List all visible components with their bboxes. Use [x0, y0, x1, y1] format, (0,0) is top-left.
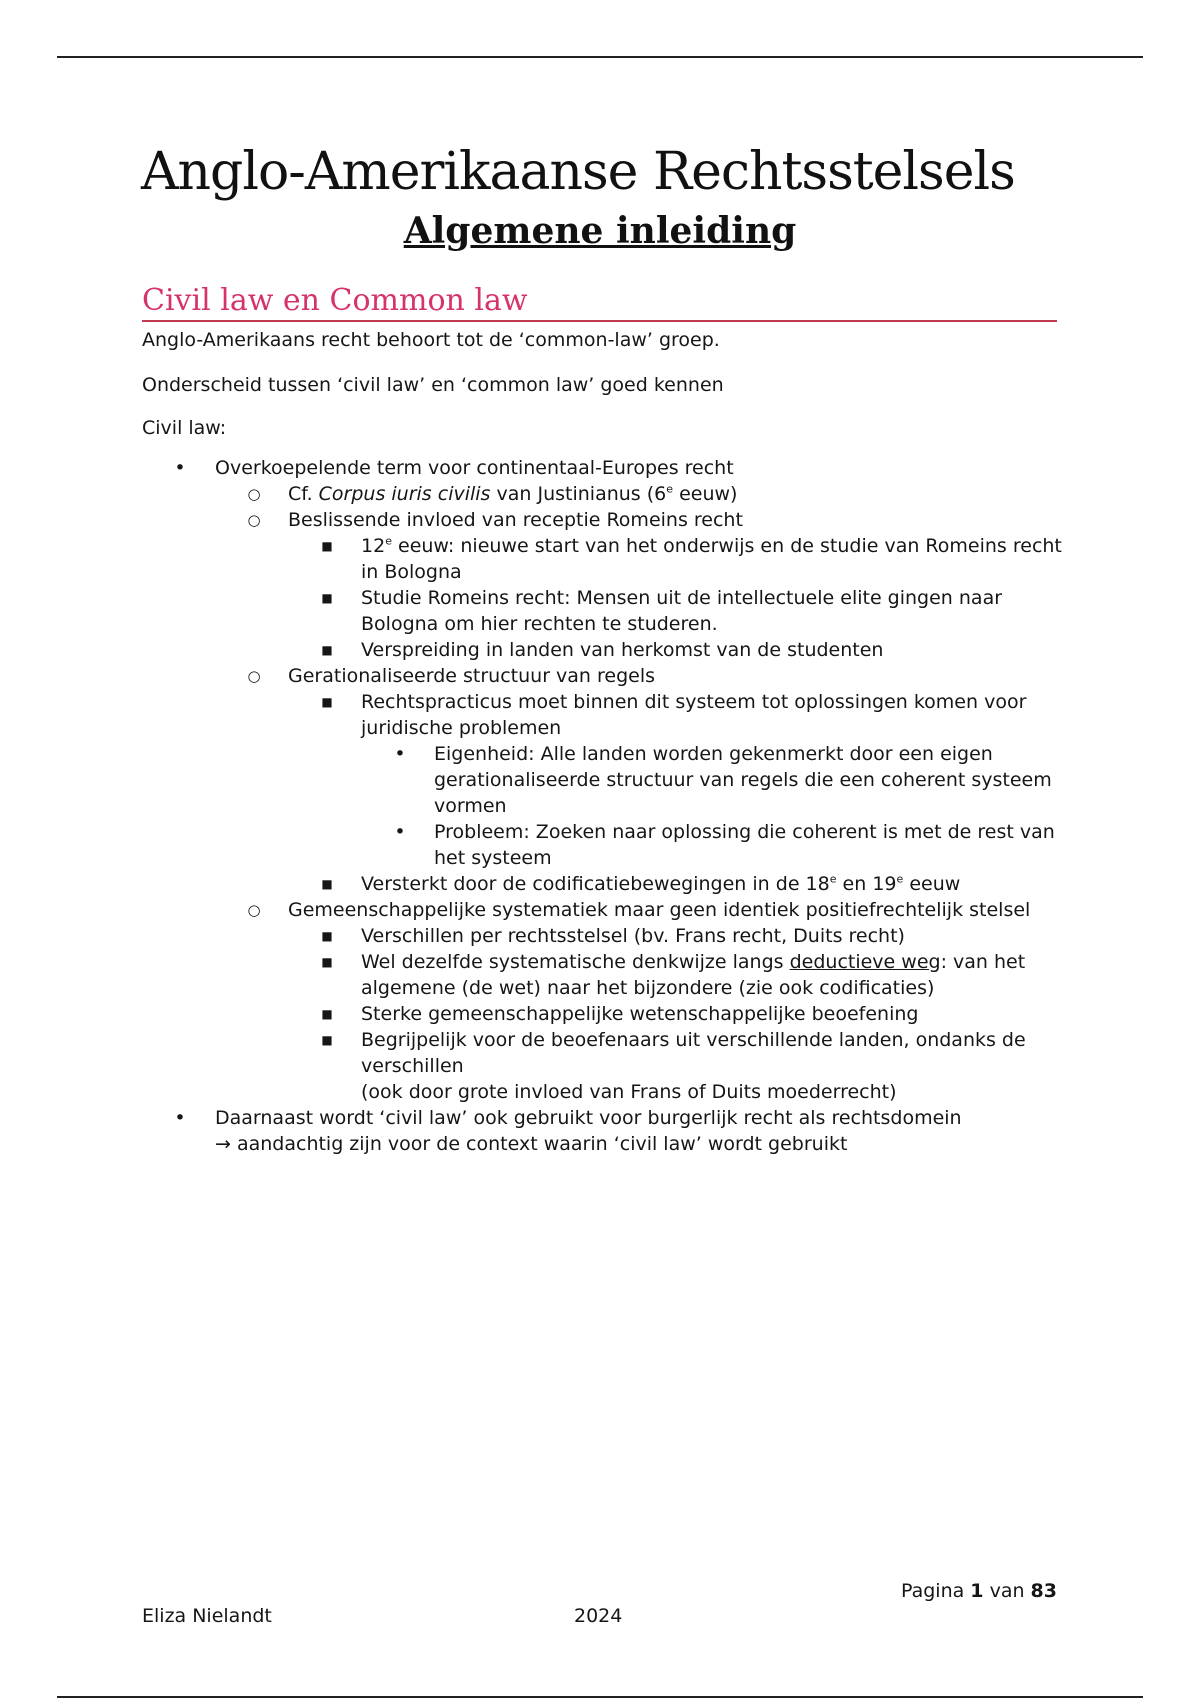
footer-author: Eliza Nielandt	[142, 1605, 272, 1627]
distinction-paragraph: Onderscheid tussen ‘civil law’ en ‘common law’ goed kennen	[142, 374, 724, 396]
bullet-square-icon: ■	[321, 929, 333, 943]
list-item-text: Cf. Corpus iuris civilis van Justinianus (6e eeuw)	[288, 482, 738, 505]
bullet-disc-icon: •	[174, 457, 186, 479]
list-item-text: Gemeenschappelijke systematiek maar geen identiek positiefrechtelijk stelsel	[288, 899, 1031, 921]
list-item-text: Beslissende invloed van receptie Romeins recht	[288, 509, 743, 531]
list-item	[288, 871, 1072, 897]
list-item	[215, 481, 1072, 507]
list-item	[361, 741, 1072, 819]
bullet-square-icon: ■	[321, 695, 333, 709]
bullet-list-level-3	[288, 533, 1072, 663]
bullet-square-icon: ■	[321, 1033, 333, 1047]
list-item	[215, 663, 1072, 897]
bullet-circle-icon: ○	[247, 901, 261, 919]
list-item-text: Sterke gemeenschappelijke wetenschappelijke beoefening	[361, 1003, 919, 1025]
list-item-text: Rechtspracticus moet binnen dit systeem tot oplossingen komen voor juridische problemen	[361, 691, 1027, 739]
bullet-circle-icon: ○	[247, 667, 261, 685]
underlined-term: deductieve weg	[789, 951, 941, 973]
list-item-text: Daarnaast wordt ‘civil law’ ook gebruikt voor burgerlijk recht als rechtsdomein → aandachtig zijn voor de context waarin ‘civil law’ wordt gebruikt	[215, 1107, 962, 1155]
bullet-circle-icon: ○	[247, 485, 261, 503]
bullet-disc-icon: •	[394, 821, 406, 843]
list-item	[142, 455, 1072, 1105]
bullet-list-level-3	[288, 689, 1072, 897]
list-item	[361, 819, 1072, 871]
bullet-square-icon: ■	[321, 591, 333, 605]
section-heading: Civil law en Common law	[142, 283, 1057, 322]
bullet-disc-icon: •	[394, 743, 406, 765]
list-item-text: Eigenheid: Alle landen worden gekenmerkt door een eigen gerationaliseerde structuur van regels die een coherent systeem vormen	[434, 743, 1052, 817]
list-item-text: Verspreiding in landen van herkomst van de studenten	[361, 639, 884, 661]
bottom-rule	[57, 1696, 1143, 1698]
bullet-list-level-2	[215, 481, 1072, 1105]
bullet-list-level-1	[142, 455, 1072, 1157]
bullet-circle-icon: ○	[247, 511, 261, 529]
top-rule	[57, 56, 1143, 58]
civil-law-outline	[142, 455, 1072, 1157]
document-title: Anglo-Amerikaanse Rechtsstelsels	[141, 142, 1015, 202]
italic-title: Corpus iuris civilis	[318, 483, 491, 505]
list-item	[288, 949, 1072, 1001]
list-item	[142, 1105, 1072, 1157]
list-item-text: Studie Romeins recht: Mensen uit de intellectuele elite gingen naar Bologna om hier rechten te studeren.	[361, 587, 1003, 635]
list-item-text: Gerationaliseerde structuur van regels	[288, 665, 656, 687]
list-item-text: Begrijpelijk voor de beoefenaars uit verschillende landen, ondanks de verschillen (ook door grote invloed van Frans of Duits moederrecht)	[361, 1029, 1026, 1103]
bullet-square-icon: ■	[321, 1007, 333, 1021]
list-item	[288, 1027, 1072, 1105]
bullet-disc-icon: •	[174, 1107, 186, 1129]
bullet-square-icon: ■	[321, 539, 333, 553]
bullet-square-icon: ■	[321, 643, 333, 657]
list-item	[288, 923, 1072, 949]
document-subtitle: Algemene inleiding	[403, 210, 797, 252]
list-item	[288, 1001, 1072, 1027]
list-item-text: 12e eeuw: nieuwe start van het onderwijs en de studie van Romeins recht in Bologna	[361, 534, 1062, 583]
list-item	[288, 637, 1072, 663]
list-item	[215, 897, 1072, 1105]
bullet-square-icon: ■	[321, 877, 333, 891]
bullet-square-icon: ■	[321, 955, 333, 969]
list-item-text: Verschillen per rechtsstelsel (bv. Frans recht, Duits recht)	[361, 925, 905, 947]
intro-paragraph: Anglo-Amerikaans recht behoort tot de ‘common-law’ groep.	[142, 329, 720, 351]
footer-year: 2024	[574, 1605, 623, 1627]
list-item	[215, 507, 1072, 663]
list-item	[288, 533, 1072, 585]
list-item	[288, 585, 1072, 637]
list-item-text: Versterkt door de codificatiebewegingen in de 18e en 19e eeuw	[361, 872, 961, 895]
civil-law-label: Civil law:	[142, 417, 227, 439]
list-item	[288, 689, 1072, 871]
list-item-text: Overkoepelende term voor continentaal-Europes recht	[215, 457, 734, 479]
page-number: Pagina 1 van 83	[900, 1580, 1057, 1602]
bullet-list-level-4	[361, 741, 1072, 871]
list-item-text: Wel dezelfde systematische denkwijze langs deductieve weg: van het algemene (de wet) naar het bijzondere (zie ook codificaties)	[361, 951, 1026, 999]
list-item-text: Probleem: Zoeken naar oplossing die coherent is met de rest van het systeem	[434, 821, 1055, 869]
bullet-list-level-3	[288, 923, 1072, 1105]
